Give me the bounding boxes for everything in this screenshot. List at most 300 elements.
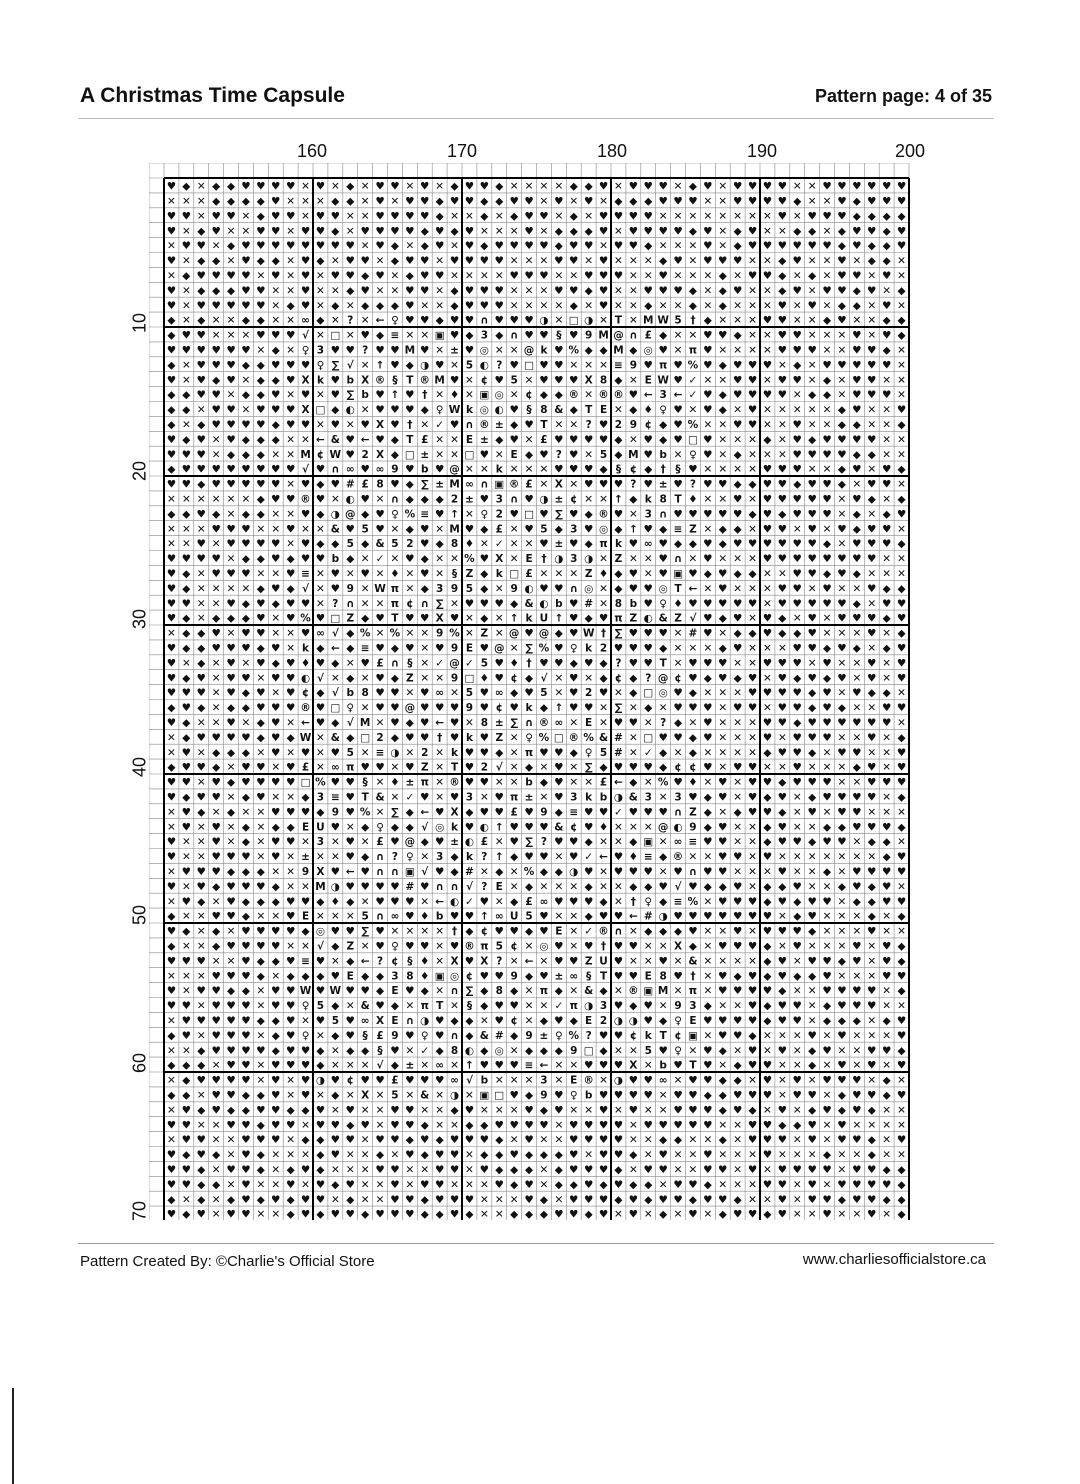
stitch-symbol: ◐: [346, 404, 355, 416]
stitch-symbol: ✕: [763, 419, 772, 431]
stitch-symbol: ✕: [301, 1119, 310, 1131]
stitch-symbol: #: [614, 747, 623, 759]
stitch-symbol: 9: [689, 821, 696, 833]
stitch-symbol: ✕: [286, 1075, 295, 1087]
stitch-symbol: ♥: [614, 210, 623, 222]
stitch-symbol: ≡: [331, 792, 340, 804]
stitch-symbol: ♥: [435, 1164, 444, 1176]
stitch-symbol: 5: [674, 315, 681, 327]
stitch-symbol: ♥: [524, 1119, 533, 1131]
stitch-symbol: ♥: [360, 568, 369, 580]
stitch-symbol: ✕: [182, 1045, 191, 1057]
stitch-symbol: ♥: [569, 1194, 578, 1206]
stitch-symbol: ◆: [704, 881, 713, 893]
stitch-symbol: ♥: [271, 926, 280, 938]
stitch-symbol: ◆: [346, 285, 355, 297]
stitch-symbol: ✕: [376, 717, 385, 729]
stitch-symbol: ♥: [882, 702, 891, 714]
stitch-symbol: ✕: [361, 1194, 370, 1206]
stitch-symbol: ◆: [644, 881, 653, 893]
stitch-symbol: ♥: [524, 821, 533, 833]
stitch-symbol: ◆: [853, 896, 862, 908]
stitch-symbol: ♥: [822, 553, 831, 565]
stitch-symbol: ✕: [778, 359, 787, 371]
stitch-symbol: ♥: [599, 1164, 608, 1176]
stitch-symbol: ✕: [391, 1149, 400, 1161]
stitch-symbol: ♥: [688, 702, 697, 714]
stitch-symbol: ♥: [688, 657, 697, 669]
stitch-symbol: ¢: [481, 374, 488, 386]
stitch-symbol: ✕: [435, 955, 444, 967]
stitch-symbol: ♥: [241, 181, 250, 193]
stitch-symbol: ◆: [242, 1104, 251, 1116]
stitch-symbol: ◆: [555, 523, 564, 535]
stitch-symbol: ♥: [599, 1119, 608, 1131]
stitch-symbol: ✕: [346, 1149, 355, 1161]
stitch-symbol: ✕: [897, 374, 906, 386]
stitch-symbol: ♥: [807, 613, 816, 625]
stitch-symbol: ♥: [807, 494, 816, 506]
stitch-symbol: ◆: [495, 747, 504, 759]
stitch-symbol: &: [375, 538, 384, 550]
stitch-symbol: ♥: [197, 1015, 206, 1027]
stitch-symbol: ♥: [599, 225, 608, 237]
stitch-symbol: ✕: [271, 285, 280, 297]
stitch-symbol: ✕: [420, 628, 429, 640]
stitch-symbol: ♥: [852, 1164, 861, 1176]
stitch-symbol: ✕: [286, 866, 295, 878]
stitch-symbol: ♥: [271, 538, 280, 550]
stitch-symbol: ♥: [197, 866, 206, 878]
stitch-symbol: ♥: [703, 628, 712, 640]
stitch-symbol: 9: [347, 583, 354, 595]
stitch-symbol: ◐: [480, 359, 489, 371]
stitch-symbol: ♥: [614, 1119, 623, 1131]
stitch-symbol: ♥: [822, 434, 831, 446]
stitch-symbol: 3: [689, 1000, 696, 1012]
stitch-symbol: ✕: [808, 419, 817, 431]
column-label: 170: [447, 141, 477, 162]
stitch-symbol: ✕: [703, 464, 712, 476]
stitch-symbol: ✕: [629, 255, 638, 267]
stitch-symbol: ✕: [227, 389, 236, 401]
stitch-symbol: ✕: [748, 210, 757, 222]
stitch-symbol: ♥: [867, 553, 876, 565]
stitch-symbol: ✕: [748, 1194, 757, 1206]
stitch-symbol: ▣: [435, 330, 445, 342]
stitch-symbol: ♥: [882, 717, 891, 729]
stitch-symbol: ✕: [718, 374, 727, 386]
stitch-symbol: ∞: [361, 1015, 370, 1027]
stitch-symbol: ✕: [763, 404, 772, 416]
stitch-symbol: ✕: [599, 836, 608, 848]
stitch-symbol: ✕: [644, 941, 653, 953]
stitch-symbol: ♥: [241, 762, 250, 774]
stitch-symbol: ✕: [733, 1179, 742, 1191]
stitch-symbol: ◆: [316, 643, 325, 655]
stitch-symbol: ✕: [748, 300, 757, 312]
stitch-symbol: ♥: [793, 598, 802, 610]
stitch-symbol: ✕: [763, 225, 772, 237]
stitch-symbol: ✕: [674, 747, 683, 759]
stitch-symbol: ♥: [211, 732, 220, 744]
stitch-symbol: ♥: [346, 270, 355, 282]
stitch-symbol: ♥: [495, 285, 504, 297]
stitch-symbol: ♥: [763, 613, 772, 625]
stitch-symbol: ♥: [301, 300, 310, 312]
stitch-symbol: ✕: [331, 1104, 340, 1116]
stitch-symbol: ✕: [823, 255, 832, 267]
stitch-symbol: ◆: [853, 449, 862, 461]
stitch-symbol: ◎: [539, 941, 548, 953]
stitch-symbol: ◆: [644, 926, 653, 938]
stitch-symbol: ◆: [212, 374, 221, 386]
stitch-symbol: ✕: [882, 732, 891, 744]
stitch-symbol: ✕: [510, 747, 519, 759]
stitch-symbol: ✕: [286, 538, 295, 550]
stitch-symbol: ¢: [630, 464, 637, 476]
stitch-symbol: ✓: [689, 389, 698, 401]
stitch-symbol: @: [509, 628, 520, 640]
stitch-symbol: ♥: [182, 1104, 191, 1116]
stitch-symbol: ◆: [272, 1030, 281, 1042]
stitch-symbol: ♥: [286, 702, 295, 714]
stitch-symbol: ¢: [510, 672, 517, 684]
stitch-symbol: 9: [451, 672, 458, 684]
stitch-symbol: ♥: [852, 359, 861, 371]
stitch-symbol: ♥: [509, 1149, 518, 1161]
stitch-symbol: ♥: [778, 747, 787, 759]
stitch-symbol: ♥: [375, 643, 384, 655]
stitch-symbol: ♥: [271, 985, 280, 997]
stitch-symbol: ✕: [465, 389, 474, 401]
stitch-symbol: ✕: [793, 1045, 802, 1057]
stitch-symbol: ♥: [167, 300, 176, 312]
stitch-symbol: ♥: [316, 1119, 325, 1131]
stitch-symbol: ♥: [390, 225, 399, 237]
stitch-symbol: ◆: [451, 225, 460, 237]
stitch-symbol: ◆: [197, 225, 206, 237]
stitch-symbol: ♥: [256, 881, 265, 893]
stitch-symbol: ♥: [807, 896, 816, 908]
stitch-symbol: ®: [598, 926, 609, 938]
stitch-symbol: ◆: [182, 628, 191, 640]
stitch-symbol: ◆: [391, 732, 400, 744]
stitch-symbol: ✕: [316, 300, 325, 312]
stitch-symbol: ♥: [748, 672, 757, 684]
stitch-symbol: ✕: [331, 1060, 340, 1072]
stitch-symbol: ♥: [644, 628, 653, 640]
stitch-symbol: T: [660, 657, 668, 669]
stitch-symbol: ♥: [167, 449, 176, 461]
stitch-symbol: ♥: [733, 494, 742, 506]
stitch-symbol: ♥: [256, 330, 265, 342]
stitch-symbol: ◎: [644, 345, 653, 357]
stitch-symbol: ✕: [569, 1060, 578, 1072]
stitch-symbol: ◆: [287, 821, 296, 833]
stitch-symbol: ♥: [673, 911, 682, 923]
stitch-symbol: ♥: [524, 270, 533, 282]
stitch-symbol: §: [452, 568, 458, 580]
stitch-symbol: ♥: [658, 285, 667, 297]
stitch-symbol: ✕: [212, 494, 221, 506]
stitch-symbol: ♥: [420, 792, 429, 804]
stitch-symbol: ◆: [331, 1030, 340, 1042]
stitch-symbol: ♥: [256, 1104, 265, 1116]
stitch-symbol: ®: [449, 777, 460, 789]
stitch-symbol: ◎: [659, 687, 668, 699]
stitch-symbol: ♥: [375, 896, 384, 908]
stitch-symbol: ✕: [256, 821, 265, 833]
stitch-symbol: ✕: [748, 449, 757, 461]
stitch-symbol: k: [585, 643, 593, 655]
stitch-symbol: ✕: [852, 315, 861, 327]
stitch-symbol: ♥: [733, 851, 742, 863]
stitch-symbol: ♥: [703, 538, 712, 550]
stitch-symbol: ✕: [897, 717, 906, 729]
stitch-symbol: ♥: [465, 523, 474, 535]
stitch-symbol: ∩: [435, 881, 444, 893]
stitch-symbol: ♥: [241, 1075, 250, 1087]
stitch-symbol: ◆: [510, 1209, 519, 1220]
stitch-symbol: ♥: [644, 479, 653, 491]
stitch-symbol: ◆: [480, 523, 489, 535]
stitch-symbol: ♥: [882, 970, 891, 982]
stitch-symbol: ♥: [286, 1119, 295, 1131]
stitch-symbol: ✕: [495, 1075, 504, 1087]
stitch-symbol: ✕: [242, 583, 251, 595]
stitch-symbol: ✕: [897, 523, 906, 535]
stitch-symbol: ♥: [211, 1000, 220, 1012]
stitch-symbol: ✕: [167, 747, 176, 759]
stitch-symbol: ✕: [435, 1104, 444, 1116]
stitch-symbol: ♥: [524, 628, 533, 640]
stitch-symbol: ✕: [540, 955, 549, 967]
stitch-symbol: ✕: [763, 210, 772, 222]
stitch-symbol: ♥: [167, 285, 176, 297]
stitch-symbol: ♥: [316, 657, 325, 669]
stitch-symbol: ◆: [182, 1060, 191, 1072]
stitch-symbol: ◆: [421, 1149, 430, 1161]
stitch-symbol: ◆: [719, 1209, 728, 1220]
stitch-symbol: ®: [539, 717, 550, 729]
stitch-symbol: ◆: [793, 196, 802, 208]
stitch-symbol: ◆: [257, 315, 266, 327]
stitch-symbol: ®: [569, 732, 580, 744]
stitch-symbol: ◆: [838, 1104, 847, 1116]
stitch-symbol: ∞: [674, 836, 683, 848]
stitch-symbol: ✕: [510, 643, 519, 655]
stitch-symbol: ♥: [614, 866, 623, 878]
stitch-symbol: ♥: [450, 1164, 459, 1176]
stitch-symbol: ♥: [197, 538, 206, 550]
stitch-symbol: ✕: [823, 747, 832, 759]
stitch-symbol: ♥: [867, 821, 876, 833]
stitch-symbol: 9: [540, 806, 547, 818]
stitch-symbol: ✕: [763, 300, 772, 312]
stitch-symbol: ✕: [629, 732, 638, 744]
stitch-symbol: ◆: [883, 687, 892, 699]
stitch-symbol: ±: [405, 777, 414, 789]
stitch-symbol: ♥: [211, 792, 220, 804]
stitch-symbol: ♥: [867, 196, 876, 208]
stitch-symbol: ◆: [749, 1030, 758, 1042]
stitch-symbol: ✕: [227, 315, 236, 327]
stitch-symbol: ♥: [688, 672, 697, 684]
stitch-symbol: ✕: [793, 1149, 802, 1161]
stitch-symbol: ✕: [718, 315, 727, 327]
stitch-symbol: ✕: [823, 926, 832, 938]
stitch-symbol: ♥: [614, 941, 623, 953]
stitch-symbol: ♥: [748, 240, 757, 252]
stitch-symbol: ♥: [584, 806, 593, 818]
stitch-symbol: ∩: [614, 926, 623, 938]
stitch-symbol: ♥: [807, 1194, 816, 1206]
stitch-symbol: ✕: [808, 941, 817, 953]
stitch-symbol: ◆: [197, 628, 206, 640]
stitch-symbol: ✕: [808, 404, 817, 416]
stitch-symbol: ♥: [852, 374, 861, 386]
stitch-symbol: ✕: [748, 494, 757, 506]
stitch-symbol: #: [346, 479, 355, 491]
stitch-symbol: ◆: [182, 1075, 191, 1087]
stitch-symbol: ♥: [644, 210, 653, 222]
stitch-symbol: ◆: [898, 1209, 907, 1220]
stitch-symbol: ✕: [763, 866, 772, 878]
stitch-symbol: ♥: [629, 1075, 638, 1087]
stitch-symbol: ¢: [689, 762, 696, 774]
stitch-symbol: ✕: [167, 628, 176, 640]
stitch-symbol: ◆: [227, 285, 236, 297]
stitch-symbol: ♥: [286, 777, 295, 789]
stitch-symbol: ♥: [688, 598, 697, 610]
stitch-symbol: ∩: [525, 717, 534, 729]
stitch-symbol: ♥: [241, 851, 250, 863]
stitch-symbol: ♥: [852, 955, 861, 967]
stitch-symbol: ♥: [897, 613, 906, 625]
stitch-symbol: ♥: [346, 792, 355, 804]
stitch-symbol: ✕: [450, 270, 459, 282]
stitch-symbol: ♥: [748, 598, 757, 610]
stitch-symbol: ✕: [346, 330, 355, 342]
stitch-symbol: ✕: [823, 851, 832, 863]
stitch-symbol: ◆: [421, 225, 430, 237]
stitch-symbol: ♥: [226, 1090, 235, 1102]
stitch-symbol: ♥: [882, 941, 891, 953]
stitch-symbol: ✕: [852, 479, 861, 491]
stitch-symbol: ♥: [182, 806, 191, 818]
stitch-symbol: ✕: [182, 970, 191, 982]
stitch-symbol: ✕: [256, 985, 265, 997]
stitch-symbol: ✕: [793, 1060, 802, 1072]
stitch-symbol: ✕: [346, 419, 355, 431]
stitch-symbol: ◆: [763, 792, 772, 804]
stitch-symbol: 2: [615, 419, 622, 431]
stitch-symbol: ✕: [718, 717, 727, 729]
stitch-symbol: ♥: [673, 702, 682, 714]
stitch-symbol: ♥: [807, 643, 816, 655]
stitch-symbol: ♀: [674, 1045, 682, 1057]
stitch-symbol: ♥: [420, 345, 429, 357]
stitch-symbol: ◆: [853, 568, 862, 580]
stitch-symbol: X: [450, 806, 458, 818]
stitch-symbol: ◆: [719, 1134, 728, 1146]
stitch-symbol: ♥: [241, 970, 250, 982]
stitch-symbol: ♥: [509, 1090, 518, 1102]
stitch-symbol: ♥: [211, 464, 220, 476]
stitch-symbol: ◆: [659, 747, 668, 759]
stitch-symbol: ✕: [227, 1179, 236, 1191]
stitch-symbol: ◆: [257, 359, 266, 371]
stitch-symbol: ✕: [540, 568, 549, 580]
stitch-symbol: ◆: [823, 389, 832, 401]
stitch-symbol: ♥: [167, 225, 176, 237]
stitch-symbol: ♥: [271, 732, 280, 744]
stitch-symbol: ◆: [853, 523, 862, 535]
stitch-symbol: ✕: [435, 553, 444, 565]
stitch-symbol: ♥: [241, 270, 250, 282]
stitch-symbol: ◆: [361, 538, 370, 550]
stitch-symbol: ♥: [495, 1119, 504, 1131]
stitch-symbol: ◆: [391, 434, 400, 446]
stitch-symbol: ◆: [838, 1015, 847, 1027]
stitch-symbol: ✕: [361, 747, 370, 759]
stitch-symbol: ◆: [495, 330, 504, 342]
stitch-symbol: ✕: [227, 1134, 236, 1146]
stitch-symbol: ♥: [554, 762, 563, 774]
stitch-symbol: ♦: [599, 568, 608, 580]
stitch-symbol: ♥: [614, 508, 623, 520]
stitch-symbol: ✕: [242, 404, 251, 416]
stitch-symbol: ♥: [629, 568, 638, 580]
stitch-symbol: ✕: [733, 345, 742, 357]
stitch-symbol: ✕: [599, 359, 608, 371]
stitch-symbol: ◆: [331, 657, 340, 669]
stitch-symbol: ✕: [182, 315, 191, 327]
stitch-symbol: ✕: [867, 568, 876, 580]
stitch-symbol: T: [585, 404, 593, 416]
stitch-symbol: ✕: [197, 717, 206, 729]
stitch-symbol: ♥: [733, 1015, 742, 1027]
stitch-symbol: ◑: [539, 494, 548, 506]
stitch-symbol: ✕: [599, 196, 608, 208]
stitch-symbol: ♥: [554, 1015, 563, 1027]
stitch-symbol: ♥: [375, 210, 384, 222]
stitch-symbol: ♥: [241, 643, 250, 655]
stitch-symbol: ♥: [867, 613, 876, 625]
stitch-symbol: ♥: [703, 1119, 712, 1131]
stitch-symbol: ♥: [435, 1149, 444, 1161]
stitch-symbol: ◆: [257, 717, 266, 729]
stitch-symbol: ♥: [733, 359, 742, 371]
stitch-symbol: ♥: [837, 1030, 846, 1042]
stitch-symbol: ♥: [211, 404, 220, 416]
stitch-symbol: ♥: [480, 449, 489, 461]
stitch-symbol: b: [659, 1060, 667, 1072]
stitch-symbol: Z: [481, 628, 489, 640]
stitch-symbol: ✕: [703, 210, 712, 222]
column-label: 160: [297, 141, 327, 162]
stitch-symbol: ✕: [882, 672, 891, 684]
stitch-symbol: ✕: [882, 494, 891, 506]
stitch-symbol: ♥: [703, 762, 712, 774]
stitch-symbol: 3: [466, 792, 473, 804]
stitch-symbol: ♥: [852, 1000, 861, 1012]
stitch-symbol: ◆: [421, 1209, 430, 1220]
stitch-symbol: M: [613, 345, 623, 357]
stitch-symbol: ✕: [450, 434, 459, 446]
stitch-symbol: ✕: [420, 851, 429, 863]
